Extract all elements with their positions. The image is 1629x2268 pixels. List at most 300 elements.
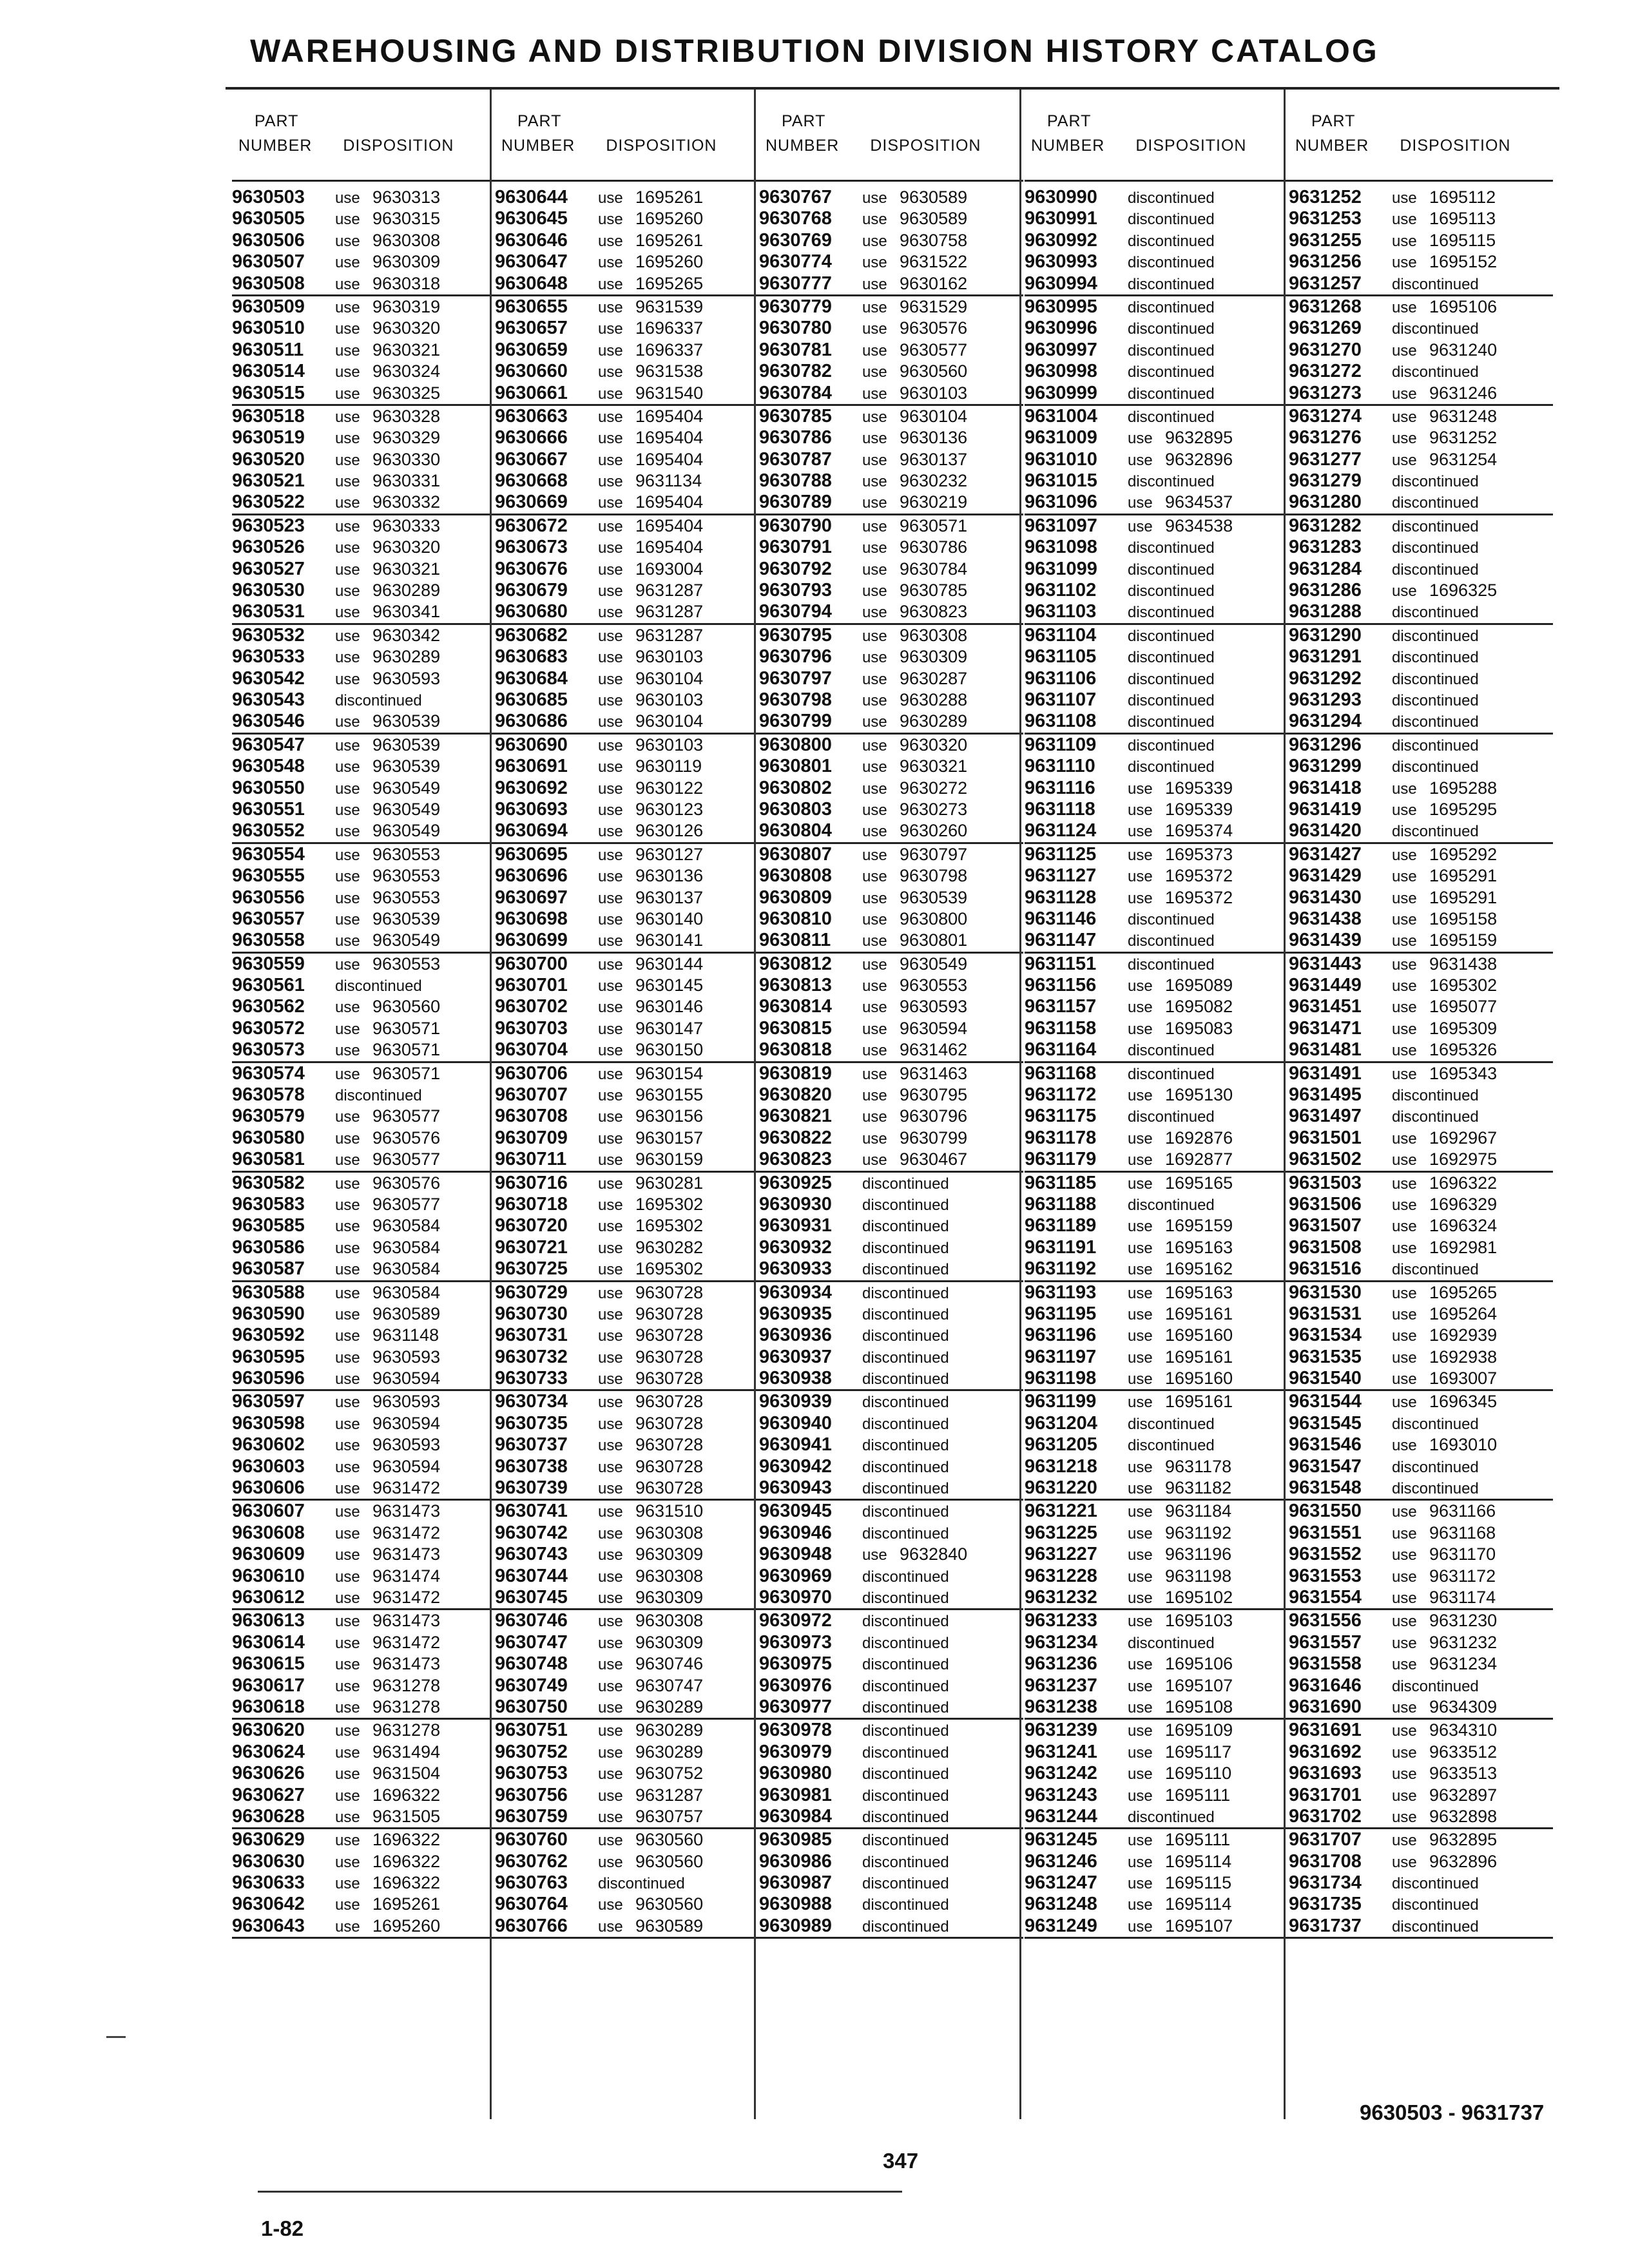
table-row bbox=[1025, 1523, 1289, 1544]
disposition-action: use bbox=[1392, 1568, 1417, 1586]
part-number: 9631506 bbox=[1289, 1193, 1362, 1215]
table-row bbox=[232, 1610, 496, 1631]
replacement-part-number: 1695404 bbox=[635, 406, 704, 426]
table-row bbox=[1289, 1063, 1553, 1084]
disposition-action: use bbox=[1392, 1853, 1417, 1871]
part-number: 9630799 bbox=[759, 711, 832, 732]
replacement-part-number: 9630539 bbox=[372, 756, 441, 776]
part-number: 9630574 bbox=[232, 1062, 305, 1084]
replacement-part-number: 9630320 bbox=[372, 537, 441, 557]
table-row bbox=[1289, 492, 1553, 513]
part-number: 9630661 bbox=[495, 382, 568, 403]
disposition-status: discontinued bbox=[1128, 298, 1215, 316]
part-number: 9630766 bbox=[495, 1915, 568, 1936]
table-row bbox=[232, 1325, 496, 1346]
part-number: 9631189 bbox=[1025, 1215, 1097, 1236]
part-number: 9630729 bbox=[495, 1282, 568, 1303]
disposition-status: discontinued bbox=[1128, 670, 1215, 688]
disposition-action: use bbox=[598, 363, 623, 381]
table-row bbox=[495, 559, 759, 580]
replacement-part-number: 9630136 bbox=[635, 866, 704, 886]
row-group bbox=[495, 1720, 759, 1829]
table-row bbox=[1289, 1215, 1553, 1236]
header-line bbox=[1289, 133, 1553, 158]
disposition-action: use bbox=[335, 670, 360, 688]
disposition-action: use bbox=[1128, 1765, 1153, 1783]
row-group bbox=[759, 625, 1023, 735]
table-row bbox=[1289, 1632, 1553, 1653]
table-row bbox=[1025, 689, 1289, 711]
disposition-action: use bbox=[1128, 1503, 1153, 1521]
part-number: 9631503 bbox=[1289, 1172, 1362, 1193]
replacement-part-number: 9630313 bbox=[372, 187, 441, 207]
part-number: 9631702 bbox=[1289, 1805, 1362, 1827]
replacement-part-number: 9630757 bbox=[635, 1806, 704, 1826]
disposition-action: use bbox=[598, 1853, 623, 1871]
replacement-part-number: 9631504 bbox=[372, 1763, 441, 1783]
disposition-status: discontinued bbox=[1128, 1437, 1215, 1455]
replacement-part-number: 1695161 bbox=[1165, 1303, 1233, 1323]
disposition-action: use bbox=[1392, 1020, 1417, 1038]
part-number: 9630595 bbox=[232, 1346, 305, 1367]
table-row bbox=[759, 1872, 1023, 1894]
table-row bbox=[495, 1501, 759, 1522]
disposition-action: use bbox=[335, 1065, 360, 1083]
disposition-action: use bbox=[1392, 254, 1417, 272]
table-row bbox=[232, 1018, 496, 1039]
disposition-action: use bbox=[335, 713, 360, 731]
disposition-action: use bbox=[1392, 232, 1417, 250]
row-group bbox=[1289, 735, 1553, 844]
disposition-status: discontinued bbox=[1392, 320, 1479, 338]
table-row bbox=[495, 1391, 759, 1412]
part-number: 9630699 bbox=[495, 930, 568, 951]
disposition-action: use bbox=[598, 1698, 623, 1716]
part-number: 9630508 bbox=[232, 273, 305, 294]
row-group bbox=[232, 954, 496, 1063]
table-row bbox=[232, 1039, 496, 1061]
disposition-action: use bbox=[335, 298, 360, 316]
disposition-action: use bbox=[1392, 1832, 1417, 1850]
table-row bbox=[495, 1653, 759, 1675]
table-row bbox=[232, 361, 496, 382]
part-number: 9631158 bbox=[1025, 1017, 1097, 1039]
row-group bbox=[759, 515, 1023, 625]
disposition-action: use bbox=[598, 823, 623, 841]
part-number: 9631551 bbox=[1289, 1522, 1362, 1543]
catalog-column-5 bbox=[1289, 90, 1553, 2216]
part-number: 9631104 bbox=[1025, 624, 1097, 646]
part-number: 9630742 bbox=[495, 1522, 568, 1543]
replacement-part-number: 9630289 bbox=[900, 711, 968, 731]
replacement-part-number: 9631192 bbox=[1165, 1523, 1232, 1542]
disposition-action: use bbox=[598, 1415, 623, 1433]
part-number: 9630620 bbox=[232, 1720, 305, 1741]
disposition-status: discontinued bbox=[862, 1808, 949, 1826]
disposition-status: discontinued bbox=[862, 1765, 949, 1783]
part-number: 9630819 bbox=[759, 1062, 832, 1084]
part-number: 9630818 bbox=[759, 1039, 832, 1061]
table-row bbox=[232, 1720, 496, 1741]
part-number: 9630673 bbox=[495, 537, 568, 558]
row-group bbox=[232, 1063, 496, 1173]
part-number: 9630690 bbox=[495, 734, 568, 755]
disposition-action: use bbox=[1128, 1896, 1153, 1914]
replacement-part-number: 9632895 bbox=[1429, 1830, 1498, 1850]
table-row bbox=[1289, 1544, 1553, 1565]
table-row bbox=[1289, 1434, 1553, 1456]
table-row bbox=[495, 318, 759, 339]
part-number: 9630578 bbox=[232, 1084, 305, 1106]
part-number: 9630582 bbox=[232, 1172, 305, 1193]
disposition-action: use bbox=[862, 758, 887, 776]
part-number: 9630592 bbox=[232, 1325, 305, 1346]
replacement-part-number: 1695107 bbox=[1165, 1916, 1233, 1936]
part-number: 9631116 bbox=[1025, 777, 1095, 798]
table-row bbox=[1289, 1916, 1553, 1937]
disposition-action: use bbox=[1128, 1394, 1153, 1412]
table-row bbox=[1025, 1720, 1289, 1741]
table-row bbox=[1289, 1610, 1553, 1631]
part-number: 9630792 bbox=[759, 558, 832, 579]
replacement-part-number: 1695404 bbox=[635, 515, 704, 535]
row-group bbox=[232, 1391, 496, 1501]
part-number: 9630628 bbox=[232, 1805, 305, 1827]
part-number: 9630691 bbox=[495, 756, 568, 777]
replacement-part-number: 1695326 bbox=[1429, 1040, 1498, 1060]
disposition-action: use bbox=[1128, 1151, 1153, 1169]
part-number: 9631420 bbox=[1289, 820, 1362, 841]
replacement-part-number: 1695103 bbox=[1165, 1611, 1233, 1631]
table-row bbox=[759, 427, 1023, 448]
replacement-part-number: 9630103 bbox=[635, 689, 704, 709]
table-row bbox=[1025, 1829, 1289, 1850]
disposition-action: use bbox=[862, 1129, 887, 1148]
replacement-part-number: 9630786 bbox=[900, 537, 968, 557]
table-row bbox=[232, 1477, 496, 1499]
table-row bbox=[1025, 1763, 1289, 1784]
part-number: 9630749 bbox=[495, 1675, 568, 1696]
part-number: 9630992 bbox=[1025, 229, 1097, 251]
disposition-status: discontinued bbox=[862, 1458, 949, 1476]
replacement-part-number: 9634309 bbox=[1429, 1696, 1498, 1716]
disposition-action: use bbox=[335, 1613, 360, 1631]
table-row bbox=[232, 1632, 496, 1653]
part-number: 9630684 bbox=[495, 668, 568, 689]
replacement-part-number: 9630560 bbox=[372, 997, 441, 1017]
table-row bbox=[232, 449, 496, 470]
part-number: 9631192 bbox=[1025, 1258, 1097, 1280]
table-row bbox=[759, 406, 1023, 427]
part-number: 9631234 bbox=[1025, 1631, 1097, 1653]
part-number: 9630510 bbox=[232, 318, 305, 339]
table-row bbox=[232, 601, 496, 622]
replacement-part-number: 9630146 bbox=[635, 997, 704, 1017]
replacement-part-number: 1692939 bbox=[1429, 1325, 1498, 1345]
table-row bbox=[495, 601, 759, 622]
table-row bbox=[1289, 668, 1553, 689]
replacement-part-number: 9631174 bbox=[1429, 1588, 1496, 1607]
table-row bbox=[1025, 668, 1289, 689]
part-number: 9630741 bbox=[495, 1501, 568, 1522]
row-group bbox=[495, 1282, 759, 1392]
replacement-part-number: 9630728 bbox=[635, 1369, 704, 1389]
table-row bbox=[232, 1587, 496, 1608]
part-number: 9630732 bbox=[495, 1346, 568, 1367]
replacement-part-number: 9630308 bbox=[635, 1566, 704, 1586]
table-row bbox=[1025, 1872, 1289, 1894]
disposition-action: use bbox=[598, 408, 623, 426]
part-number: 9630798 bbox=[759, 689, 832, 710]
table-row bbox=[1289, 735, 1553, 756]
disposition-action: use bbox=[1392, 430, 1417, 448]
replacement-part-number: 9630728 bbox=[635, 1347, 704, 1367]
table-row bbox=[1025, 799, 1289, 820]
part-number: 9630676 bbox=[495, 558, 568, 579]
disposition-action: use bbox=[1392, 451, 1417, 469]
table-row bbox=[232, 470, 496, 492]
part-number: 9630978 bbox=[759, 1720, 832, 1741]
disposition-status: discontinued bbox=[1392, 736, 1479, 754]
replacement-part-number: 9630594 bbox=[900, 1018, 968, 1038]
table-row bbox=[1025, 449, 1289, 470]
disposition-action: use bbox=[335, 1832, 360, 1850]
disposition-action: use bbox=[1392, 1634, 1417, 1652]
table-row bbox=[495, 340, 759, 361]
disposition-action: use bbox=[335, 1261, 360, 1279]
replacement-part-number: 9631287 bbox=[635, 625, 704, 645]
table-row bbox=[1289, 1851, 1553, 1872]
part-number: 9631291 bbox=[1289, 646, 1362, 668]
disposition-action: use bbox=[335, 1524, 360, 1542]
disposition-action: use bbox=[335, 956, 360, 974]
replacement-part-number: 9630104 bbox=[900, 406, 968, 426]
disposition-status: discontinued bbox=[1128, 1042, 1215, 1060]
part-number: 9631151 bbox=[1025, 953, 1097, 974]
table-row bbox=[759, 711, 1023, 732]
replacement-part-number: 9631230 bbox=[1429, 1611, 1498, 1631]
column-divider bbox=[1019, 90, 1021, 2119]
table-row bbox=[1289, 187, 1553, 208]
part-number: 9631106 bbox=[1025, 668, 1097, 689]
part-number: 9630725 bbox=[495, 1258, 568, 1280]
replacement-part-number: 9630560 bbox=[635, 1830, 704, 1850]
part-number: 9630939 bbox=[759, 1391, 832, 1412]
replacement-part-number: 9630728 bbox=[635, 1325, 704, 1345]
replacement-part-number: 1695309 bbox=[1429, 1018, 1498, 1038]
replacement-part-number: 9630320 bbox=[900, 735, 968, 754]
table-row bbox=[495, 1477, 759, 1499]
table-row bbox=[1289, 1084, 1553, 1106]
disposition-status: discontinued bbox=[862, 1917, 949, 1936]
part-number: 9630768 bbox=[759, 208, 832, 229]
replacement-part-number: 9630728 bbox=[635, 1435, 704, 1455]
disposition-action: use bbox=[335, 385, 360, 403]
table-row bbox=[1025, 778, 1289, 799]
disposition-status: discontinued bbox=[1128, 1196, 1215, 1214]
margin-mark bbox=[106, 2036, 126, 2038]
row-group bbox=[1289, 625, 1553, 735]
table-row bbox=[232, 580, 496, 601]
disposition-action: use bbox=[862, 999, 887, 1017]
table-row bbox=[1289, 1720, 1553, 1741]
disposition-action: use bbox=[598, 1765, 623, 1783]
replacement-part-number: 1695130 bbox=[1165, 1085, 1233, 1105]
replacement-part-number: 9630127 bbox=[635, 844, 704, 864]
table-row bbox=[1025, 735, 1289, 756]
disposition-status: discontinued bbox=[335, 1087, 422, 1105]
replacement-part-number: 9631472 bbox=[372, 1523, 441, 1542]
disposition-status: discontinued bbox=[1128, 539, 1215, 557]
table-row bbox=[759, 996, 1023, 1017]
replacement-part-number: 9630308 bbox=[635, 1611, 704, 1631]
part-number: 9631107 bbox=[1025, 689, 1097, 710]
replacement-part-number: 9630823 bbox=[900, 602, 968, 622]
table-row bbox=[1025, 1282, 1289, 1303]
disposition-action: use bbox=[862, 1151, 887, 1169]
part-number: 9630708 bbox=[495, 1106, 568, 1127]
table-row bbox=[1289, 930, 1553, 951]
table-row bbox=[1289, 1347, 1553, 1368]
row-group bbox=[495, 1391, 759, 1501]
table-row bbox=[759, 1391, 1023, 1412]
part-number: 9630795 bbox=[759, 624, 832, 646]
part-number: 9630507 bbox=[232, 251, 305, 273]
table-row bbox=[1025, 756, 1289, 777]
table-row bbox=[495, 1829, 759, 1850]
part-number: 9630527 bbox=[232, 558, 305, 579]
part-number: 9630530 bbox=[232, 580, 305, 601]
replacement-part-number: 9630539 bbox=[900, 887, 968, 907]
row-group bbox=[495, 296, 759, 406]
part-number: 9630614 bbox=[232, 1631, 305, 1653]
table-row bbox=[1289, 756, 1553, 777]
part-number: 9630759 bbox=[495, 1805, 568, 1827]
part-number: 9630997 bbox=[1025, 339, 1097, 360]
row-group bbox=[1025, 296, 1289, 406]
part-number: 9631253 bbox=[1289, 208, 1362, 229]
column-header bbox=[759, 90, 1023, 182]
replacement-part-number: 9630594 bbox=[372, 1413, 441, 1433]
part-number: 9631232 bbox=[1025, 1587, 1097, 1608]
table-row bbox=[1025, 1653, 1289, 1675]
part-number: 9630931 bbox=[759, 1215, 832, 1236]
table-row bbox=[495, 756, 759, 777]
part-number: 9630994 bbox=[1025, 273, 1097, 294]
disposition-status: discontinued bbox=[862, 1261, 949, 1279]
replacement-part-number: 1695158 bbox=[1429, 908, 1498, 928]
table-row bbox=[759, 908, 1023, 930]
part-number: 9630940 bbox=[759, 1412, 832, 1434]
row-group bbox=[495, 1501, 759, 1610]
table-row bbox=[232, 799, 496, 820]
part-number: 9631550 bbox=[1289, 1501, 1362, 1522]
part-number: 9630822 bbox=[759, 1127, 832, 1148]
disposition-status: discontinued bbox=[1128, 341, 1215, 360]
replacement-part-number: 9630593 bbox=[372, 1347, 441, 1367]
part-number: 9630945 bbox=[759, 1501, 832, 1522]
header-line bbox=[1025, 133, 1289, 158]
row-group bbox=[759, 1173, 1023, 1282]
replacement-part-number: 9631170 bbox=[1429, 1544, 1496, 1564]
replacement-part-number: 9631538 bbox=[635, 361, 704, 381]
replacement-part-number: 9630571 bbox=[372, 1040, 441, 1060]
disposition-action: use bbox=[862, 1065, 887, 1083]
disposition-status: discontinued bbox=[862, 1218, 949, 1236]
disposition-status: discontinued bbox=[1128, 561, 1215, 579]
replacement-part-number: 9630798 bbox=[900, 866, 968, 886]
table-row bbox=[759, 515, 1023, 537]
row-group bbox=[1289, 187, 1553, 296]
disposition-action: use bbox=[862, 275, 887, 293]
replacement-part-number: 1696322 bbox=[372, 1851, 441, 1871]
part-number: 9630785 bbox=[759, 405, 832, 427]
disposition-action: use bbox=[335, 649, 360, 667]
table-row bbox=[232, 230, 496, 251]
disposition-action: use bbox=[335, 736, 360, 754]
disposition-action: use bbox=[1392, 956, 1417, 974]
disposition-action: use bbox=[598, 1656, 623, 1674]
part-number: 9631228 bbox=[1025, 1565, 1097, 1586]
replacement-part-number: 9630797 bbox=[900, 844, 968, 864]
disposition-action: use bbox=[862, 430, 887, 448]
table-row bbox=[759, 340, 1023, 361]
row-group bbox=[1025, 1829, 1289, 1939]
part-number: 9630683 bbox=[495, 646, 568, 668]
part-number: 9631221 bbox=[1025, 1501, 1097, 1522]
disposition-status: discontinued bbox=[1392, 1415, 1479, 1433]
table-row bbox=[232, 1391, 496, 1412]
disposition-action: use bbox=[1392, 1744, 1417, 1762]
replacement-part-number: 9631184 bbox=[1165, 1501, 1232, 1521]
disposition-status: discontinued bbox=[862, 1853, 949, 1871]
row-group bbox=[1025, 1720, 1289, 1829]
table-row bbox=[495, 1325, 759, 1346]
replacement-part-number: 9630282 bbox=[635, 1237, 704, 1257]
disposition-action: use bbox=[598, 1744, 623, 1762]
part-number: 9631256 bbox=[1289, 251, 1362, 273]
replacement-part-number: 9630332 bbox=[372, 492, 441, 512]
replacement-part-number: 9631287 bbox=[635, 1785, 704, 1805]
part-number: 9631270 bbox=[1289, 339, 1362, 360]
table-row bbox=[759, 735, 1023, 756]
part-number: 9630802 bbox=[759, 777, 832, 798]
table-row bbox=[759, 1039, 1023, 1061]
replacement-part-number: 9630589 bbox=[900, 209, 968, 229]
table-row bbox=[1289, 996, 1553, 1017]
replacement-part-number: 1695109 bbox=[1165, 1720, 1233, 1740]
disposition-action: use bbox=[1392, 1196, 1417, 1214]
disposition-action: use bbox=[598, 910, 623, 928]
row-group bbox=[1289, 1610, 1553, 1720]
row-group bbox=[1025, 954, 1289, 1063]
disposition-action: use bbox=[1128, 1677, 1153, 1695]
table-row bbox=[495, 1282, 759, 1303]
table-row bbox=[232, 1368, 496, 1389]
table-row bbox=[1025, 1303, 1289, 1325]
table-row bbox=[1289, 318, 1553, 339]
replacement-part-number: 1695115 bbox=[1165, 1873, 1232, 1893]
row-group bbox=[495, 844, 759, 954]
disposition-action: use bbox=[862, 1087, 887, 1105]
row-group bbox=[232, 844, 496, 954]
replacement-part-number: 9631178 bbox=[1165, 1456, 1232, 1476]
replacement-part-number: 1695108 bbox=[1165, 1696, 1233, 1716]
part-number: 9631276 bbox=[1289, 427, 1362, 448]
disposition-action: use bbox=[862, 517, 887, 535]
part-number: 9630796 bbox=[759, 646, 832, 668]
table-row bbox=[232, 689, 496, 711]
